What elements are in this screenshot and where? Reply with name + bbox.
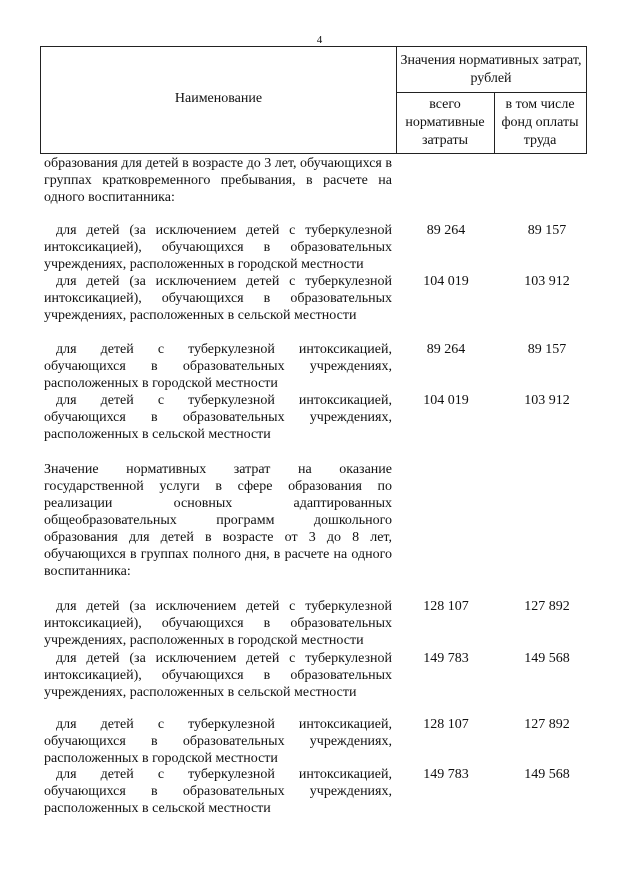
table-header	[40, 46, 587, 154]
header-fot: в том числе фонд оплаты труда	[501, 97, 579, 148]
row-fot: 89 157	[527, 223, 567, 238]
row-text: для детей (за исключением детей с туберкулезной интоксикацией), обучающихся в образовательных учреждениях, расположенных в сельской местности	[44, 651, 392, 700]
row-total: 89 264	[426, 223, 466, 238]
row-total: 104 019	[423, 393, 469, 408]
row-fot: 103 912	[524, 274, 570, 289]
row-fot: 89 157	[527, 342, 567, 357]
row-total: 128 107	[423, 717, 469, 732]
page-number: 4	[316, 34, 323, 46]
row-total: 89 264	[426, 342, 466, 357]
header-values: Значения нормативных затрат, рублей	[400, 53, 582, 86]
row-total: 149 783	[423, 767, 469, 782]
row-fot: 127 892	[524, 717, 570, 732]
row-total: 149 783	[423, 651, 469, 666]
header-name: Наименование	[174, 91, 263, 106]
row-fot: 127 892	[524, 599, 570, 614]
row-text: для детей с туберкулезной интоксикацией, обучающихся в образовательных учреждениях, расположенных в сельской местности	[44, 393, 392, 442]
header-divider	[396, 92, 586, 93]
row-fot: 103 912	[524, 393, 570, 408]
row-total: 104 019	[423, 274, 469, 289]
row-text: для детей с туберкулезной интоксикацией, обучающихся в образовательных учреждениях, расположенных в городской местности	[44, 342, 392, 391]
row-fot: 149 568	[524, 651, 570, 666]
row-text: для детей с туберкулезной интоксикацией, обучающихся в образовательных учреждениях, расположенных в городской местности	[44, 717, 392, 766]
row-text: для детей (за исключением детей с туберкулезной интоксикацией), обучающихся в образовательных учреждениях, расположенных в сельской местности	[44, 274, 392, 323]
row-text: образования для детей в возрасте до 3 лет, обучающихся в группах кратковременного пребывания, в расчете на одного воспитанника:	[44, 156, 392, 205]
row-total: 128 107	[423, 599, 469, 614]
row-text: для детей с туберкулезной интоксикацией, обучающихся в образовательных учреждениях, расположенных в сельской местности	[44, 767, 392, 816]
row-fot: 149 568	[524, 767, 570, 782]
row-text: Значение нормативных затрат на оказание государственной услуги в сфере образования по реализации основных адаптированных общеобразовательных программ дошкольного образования для детей в возрасте от 3 до 8 лет, обучающихся в группах полного дня, в расчете на одного воспитанника:	[44, 462, 392, 579]
row-text: для детей (за исключением детей с туберкулезной интоксикацией), обучающихся в образовательных учреждениях, расположенных в городской местности	[44, 223, 392, 272]
row-text: для детей (за исключением детей с туберкулезной интоксикацией), обучающихся в образовательных учреждениях, расположенных в городской местности	[44, 599, 392, 648]
header-total: всего нормативные затраты	[405, 97, 485, 148]
